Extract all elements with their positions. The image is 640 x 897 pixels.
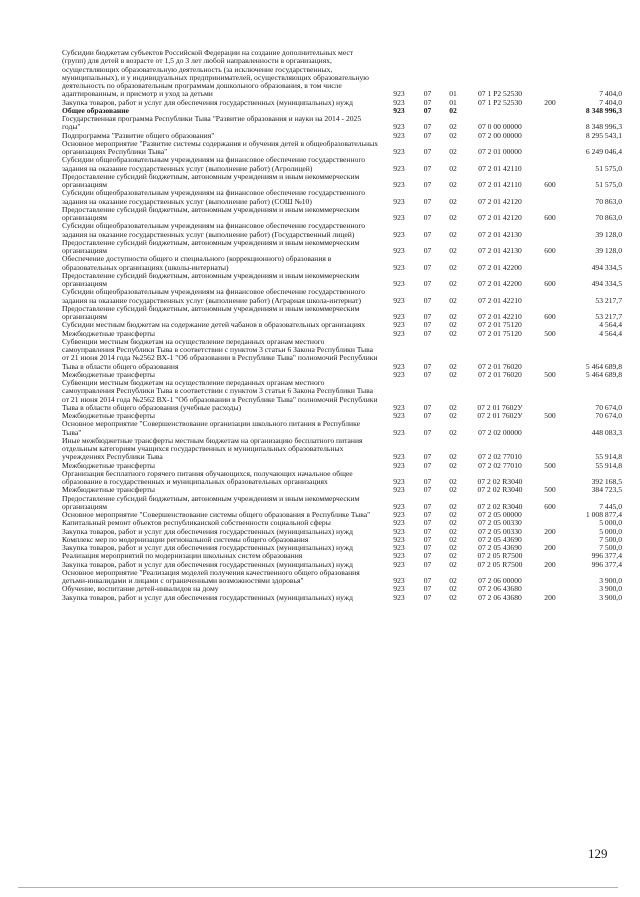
row-section-code: 07 (423, 163, 432, 173)
row-department-code: 923 (393, 312, 405, 321)
row-target-article: 07 2 05 00330 (478, 526, 522, 536)
row-target-article: 07 0 00 00000 (478, 122, 522, 132)
row-department-code: 923 (393, 510, 405, 519)
row-subsection-code: 02 (449, 551, 457, 561)
row-target-article: 07 2 01 42210 (478, 312, 522, 321)
row-name: Субсидии общеобразовательным учреждениям на финансовое обеспечение государственного задания на оказание государственных услуг (выполнение работ) (Государственный лицей) (62, 221, 366, 239)
row-amount: 51 575,0 (595, 163, 622, 173)
row-target-article: 07 2 01 75120 (478, 328, 522, 338)
row-section-code: 07 (423, 559, 432, 569)
row-amount: 39 128,0 (595, 229, 622, 239)
row-section-code: 07 (423, 592, 432, 602)
row-department-code: 923 (393, 320, 405, 330)
row-section-code: 07 (423, 543, 432, 552)
row-name: Общее образование (62, 105, 130, 115)
row-name: Комплекс мер по модернизации региональной системы общего образования (62, 534, 309, 544)
row-expense-type: 600 (544, 312, 556, 321)
row-department-code: 923 (393, 460, 405, 470)
row-department-code: 923 (393, 180, 405, 189)
row-name: Предоставление субсидий бюджетным, автономным учреждениям и иным некоммерческим организациям (62, 493, 360, 511)
row-target-article: 07 2 01 7602У (477, 411, 523, 420)
row-name: Межбюджетные трансферты (62, 460, 155, 470)
row-section-code: 07 (423, 89, 432, 99)
row-subsection-code: 02 (449, 534, 457, 544)
table-row (62, 470, 622, 487)
row-section-code: 07 (423, 320, 432, 330)
row-subsection-code: 02 (449, 295, 457, 305)
row-name: Основное мероприятие "Совершенствование организации школьного питания в Республике Тыва" (62, 419, 360, 437)
row-target-article: 07 2 02 R3040 (477, 501, 523, 511)
row-target-article: 07 2 02 R3040 (477, 477, 523, 486)
row-department-code: 923 (393, 518, 405, 528)
row-section-code: 07 (423, 180, 432, 189)
row-name: Субсидии местным бюджетам на содержание детей чабанов в образовательных организациях (62, 320, 366, 330)
row-department-code: 923 (393, 89, 405, 99)
row-department-code: 923 (393, 402, 405, 412)
row-name: Межбюджетные трансферты (62, 485, 155, 495)
row-section-code: 07 (423, 279, 432, 288)
row-amount: 53 217,7 (595, 295, 622, 305)
row-section-code: 07 (423, 262, 432, 272)
row-expense-type: 200 (544, 543, 556, 552)
row-subsection-code: 02 (449, 427, 457, 437)
row-department-code: 923 (393, 534, 405, 544)
row-target-article: 07 1 P2 52530 (477, 89, 523, 99)
row-department-code: 923 (393, 501, 405, 511)
row-subsection-code: 02 (449, 592, 457, 602)
row-subsection-code: 02 (449, 180, 457, 189)
table-row (62, 255, 622, 272)
row-subsection-code: 02 (449, 402, 457, 412)
row-subsection-code: 02 (449, 477, 457, 486)
row-amount: 70 863,0 (595, 213, 622, 222)
row-subsection-code: 02 (449, 369, 457, 379)
row-target-article: 07 2 05 43690 (478, 534, 522, 544)
table-row (62, 173, 622, 190)
table-row (62, 569, 622, 586)
row-department-code: 923 (393, 246, 405, 255)
row-subsection-code: 02 (449, 501, 457, 511)
row-department-code: 923 (393, 485, 405, 495)
row-target-article: 07 2 05 00330 (478, 518, 522, 528)
row-target-article: 07 2 01 7602У (477, 402, 523, 412)
row-department-code: 923 (393, 526, 405, 536)
row-department-code: 923 (393, 543, 405, 552)
row-section-code: 07 (423, 369, 432, 379)
row-name: Предоставление субсидий бюджетным, автономным учреждениям и иным некоммерческим организациям (62, 270, 360, 288)
row-amount: 7 404,0 (599, 89, 622, 99)
row-amount: 4 564,4 (599, 328, 622, 338)
row-target-article: 07 2 02 R3040 (477, 485, 523, 495)
row-expense-type: 200 (544, 592, 556, 602)
row-section-code: 07 (423, 576, 432, 585)
row-target-article: 07 2 01 42200 (478, 262, 522, 272)
table-row (62, 338, 622, 371)
row-section-code: 07 (423, 518, 432, 528)
row-subsection-code: 02 (449, 361, 457, 371)
row-section-code: 07 (423, 361, 432, 371)
row-section-code: 07 (423, 312, 432, 321)
row-amount: 53 217,7 (595, 312, 622, 321)
row-department-code: 923 (393, 97, 405, 107)
row-subsection-code: 01 (449, 89, 457, 99)
row-amount: 3 900,0 (599, 584, 622, 594)
row-department-code: 923 (393, 196, 405, 206)
row-name: Предоставление субсидий бюджетным, автономным учреждениям и иным некоммерческим организациям (62, 237, 360, 255)
row-target-article: 07 2 01 42110 (478, 163, 522, 173)
table-row (62, 437, 622, 462)
row-section-code: 07 (423, 452, 432, 462)
row-amount: 3 900,0 (599, 576, 622, 585)
row-amount: 494 334,5 (591, 262, 622, 272)
row-amount: 3 900,0 (599, 592, 622, 602)
row-department-code: 923 (393, 576, 405, 585)
row-subsection-code: 02 (449, 213, 457, 222)
row-department-code: 923 (393, 262, 405, 272)
row-department-code: 923 (393, 328, 405, 338)
row-target-article: 07 2 01 42120 (478, 196, 522, 206)
row-subsection-code: 02 (449, 510, 457, 519)
row-department-code: 923 (393, 229, 405, 239)
table-row (62, 420, 622, 437)
row-department-code: 923 (393, 361, 405, 371)
table-row (62, 222, 622, 239)
row-name: Межбюджетные трансферты (62, 328, 155, 338)
row-subsection-code: 02 (449, 163, 457, 173)
row-name: Субсидии общеобразовательным учреждениям на финансовое обеспечение государственного задания на оказание государственных услуг (выполнение работ) (Агролицей) (62, 155, 366, 173)
budget-table (62, 49, 622, 602)
row-subsection-code: 02 (449, 584, 457, 594)
row-target-article: 07 2 05 43690 (478, 543, 522, 552)
table-row (62, 495, 622, 512)
row-amount: 55 914,8 (595, 460, 622, 470)
row-amount: 5 464 689,8 (585, 361, 622, 371)
row-target-article: 07 2 01 42130 (478, 229, 522, 239)
table-row (62, 99, 622, 107)
row-target-article: 07 2 01 42210 (478, 295, 522, 305)
row-name: Организация бесплатного горячего питания обучающихся, получающих начальное общее образование в государственных и муниципальных образовательных организациях (62, 468, 353, 486)
row-expense-type: 600 (544, 180, 556, 189)
row-amount: 8 295 543,1 (585, 130, 622, 140)
row-subsection-code: 02 (449, 485, 457, 495)
row-section-code: 07 (423, 196, 432, 206)
row-amount: 8 348 996,3 (585, 122, 622, 132)
row-expense-type: 500 (544, 369, 556, 379)
row-subsection-code: 02 (449, 312, 457, 321)
row-section-code: 07 (423, 477, 432, 486)
row-section-code: 07 (423, 427, 432, 437)
row-expense-type: 500 (544, 328, 556, 338)
row-target-article: 07 2 01 76020 (478, 369, 522, 379)
row-department-code: 923 (393, 477, 405, 486)
table-row (62, 206, 622, 223)
row-section-code: 07 (423, 485, 432, 495)
row-subsection-code: 02 (449, 518, 457, 528)
row-amount: 6 249 046,4 (585, 147, 622, 156)
row-department-code: 923 (393, 279, 405, 288)
row-section-code: 07 (423, 97, 432, 107)
row-subsection-code: 02 (449, 559, 457, 569)
table-row (62, 140, 622, 157)
row-department-code: 923 (393, 147, 405, 156)
row-subsection-code: 02 (449, 411, 457, 420)
row-name: Основное мероприятие "Реализация моделей получения качественного общего образования детьми-инвалидами и лицами с ограниченными возможностями здоровья" (62, 567, 360, 585)
row-department-code: 923 (393, 213, 405, 222)
row-subsection-code: 02 (449, 328, 457, 338)
row-target-article: 07 2 01 42130 (478, 246, 522, 255)
row-name: Обеспечение доступности общего и специального (коррекционного) образования в образовательных организациях (школы-интернаты) (62, 254, 332, 272)
row-subsection-code: 02 (449, 147, 457, 156)
row-target-article: 07 2 01 00000 (478, 147, 522, 156)
row-name: Субвенции местным бюджетам на осуществление переданных органам местного самоуправления Республики Тыва в соответствии с пунктом 3 статьи 6 Закона Республики Тыва от 21 июня 2014 года №2562 ВХ-1 "Об образовании в Республике Тыва" полномочий Республики Тыва в области общего образования (учебные расходы) (62, 378, 378, 412)
bottom-divider (18, 887, 618, 888)
row-section-code: 07 (423, 411, 432, 420)
row-expense-type: 200 (544, 97, 556, 107)
row-amount: 996 377,4 (591, 559, 622, 569)
row-name: Предоставление субсидий бюджетным, автономным учреждениям и иным некоммерческим организациям (62, 303, 360, 321)
row-target-article: 07 2 00 00000 (478, 130, 522, 140)
row-amount: 1 008 877,4 (585, 510, 622, 519)
row-name: Субвенции местным бюджетам на осуществление переданных органам местного самоуправления Республики Тыва в соответствии с пунктом 3 статьи 6 Закона Республики Тыва от 21 июня 2014 года №2562 ВХ-1 "Об образовании в Республике Тыва" полномочий Республики Тыва в области общего образования (62, 336, 378, 371)
row-name: Закупка товаров, работ и услуг для обеспечения государственных (муниципальных) нужд (62, 526, 353, 536)
row-section-code: 07 (423, 328, 432, 338)
row-amount: 4 564,4 (599, 320, 622, 330)
row-name: Основное мероприятие "Развитие системы содержания и обучения детей в общеобразовательных организациях Республики Тыва" (62, 138, 379, 156)
row-amount: 494 334,5 (591, 279, 622, 288)
row-name: Субсидии общеобразовательным учреждениям на финансовое обеспечение государственного задания на оказание государственных услуг (выполнение работ) (Аграрная школа-интернат) (62, 287, 366, 305)
row-subsection-code: 02 (449, 262, 457, 272)
row-name: Предоставление субсидий бюджетным, автономным учреждениям и иным некоммерческим организациям (62, 204, 360, 222)
row-department-code: 923 (393, 411, 405, 420)
row-name: Государственная программа Республики Тыва "Развитие образования и науки на 2014 - 2025 годы" (62, 114, 362, 132)
page-number: 129 (588, 846, 608, 861)
row-target-article: 07 2 05 R7500 (477, 559, 523, 569)
row-amount: 70 674,0 (595, 402, 622, 412)
row-section-code: 07 (423, 213, 432, 222)
row-section-code: 07 (423, 122, 432, 132)
row-subsection-code: 02 (449, 105, 457, 115)
row-department-code: 923 (393, 122, 405, 132)
row-expense-type: 500 (544, 485, 556, 495)
row-subsection-code: 02 (449, 320, 457, 330)
row-amount: 7 500,0 (599, 534, 622, 544)
row-subsection-code: 02 (449, 543, 457, 552)
row-department-code: 923 (393, 427, 405, 437)
row-subsection-code: 02 (449, 279, 457, 288)
row-amount: 8 348 996,3 (585, 105, 622, 115)
row-target-article: 07 2 05 R7500 (477, 551, 523, 561)
row-department-code: 923 (393, 369, 405, 379)
row-name: Капитальный ремонт объектов республиканской собственности социальной сферы (62, 518, 331, 528)
table-row (62, 594, 622, 602)
row-name: Реализация мероприятий по модернизации школьных систем образования (62, 551, 303, 561)
row-department-code: 923 (393, 592, 405, 602)
row-subsection-code: 02 (449, 452, 457, 462)
row-name: Основное мероприятие "Совершенствование системы общего образования в Республике Тыва" (62, 510, 371, 519)
row-subsection-code: 02 (449, 122, 457, 132)
row-target-article: 07 2 06 00000 (478, 576, 522, 585)
row-section-code: 07 (423, 460, 432, 470)
row-expense-type: 600 (544, 246, 556, 255)
row-target-article: 07 2 01 76020 (478, 361, 522, 371)
row-section-code: 07 (423, 526, 432, 536)
table-row (62, 239, 622, 256)
row-department-code: 923 (393, 130, 405, 140)
row-department-code: 923 (393, 163, 405, 173)
row-name: Субсидии общеобразовательным учреждениям на финансовое обеспечение государственного задания на оказание государственных услуг (выполнение работ) (СОШ №10) (62, 188, 366, 206)
row-amount: 55 914,8 (595, 452, 622, 462)
row-subsection-code: 02 (449, 130, 457, 140)
row-department-code: 923 (393, 452, 405, 462)
table-row (62, 189, 622, 206)
row-department-code: 923 (393, 105, 405, 115)
row-name: Закупка товаров, работ и услуг для обеспечения государственных (муниципальных) нужд (62, 97, 353, 107)
row-section-code: 07 (423, 551, 432, 561)
row-name: Предоставление субсидий бюджетным, автономным учреждениям и иным некоммерческим организациям (62, 171, 360, 189)
row-target-article: 07 2 06 43680 (478, 592, 522, 602)
table-row (62, 305, 622, 322)
row-section-code: 07 (423, 295, 432, 305)
row-section-code: 07 (423, 402, 432, 412)
row-expense-type: 200 (544, 559, 556, 569)
row-section-code: 07 (423, 510, 432, 519)
row-amount: 70 674,0 (595, 411, 622, 420)
row-department-code: 923 (393, 295, 405, 305)
table-row (62, 115, 622, 132)
row-subsection-code: 02 (449, 196, 457, 206)
row-amount: 996 377,4 (591, 551, 622, 561)
row-subsection-code: 01 (449, 97, 457, 107)
row-section-code: 07 (423, 584, 432, 594)
table-row (62, 272, 622, 289)
row-amount: 39 128,0 (595, 246, 622, 255)
row-expense-type: 200 (544, 526, 556, 536)
row-target-article: 07 2 01 42200 (478, 279, 522, 288)
table-row (62, 379, 622, 412)
row-target-article: 07 2 06 43680 (478, 584, 522, 594)
row-expense-type: 500 (544, 411, 556, 420)
row-subsection-code: 02 (449, 526, 457, 536)
row-amount: 5 000,0 (599, 526, 622, 536)
row-section-code: 07 (423, 130, 432, 140)
row-amount: 392 168,5 (591, 477, 622, 486)
row-target-article: 07 2 02 77010 (478, 460, 522, 470)
row-section-code: 07 (423, 147, 432, 156)
row-amount: 5 464 689,8 (585, 369, 622, 379)
row-subsection-code: 02 (449, 460, 457, 470)
row-target-article: 07 2 05 00000 (478, 510, 522, 519)
row-section-code: 07 (423, 534, 432, 544)
table-row (62, 288, 622, 305)
row-name: Межбюджетные трансферты (62, 411, 155, 420)
row-name: Обучение, воспитание детей-инвалидов на дому (62, 584, 219, 594)
row-amount: 384 723,5 (591, 485, 622, 495)
row-section-code: 07 (423, 501, 432, 511)
row-name: Межбюджетные трансферты (62, 369, 155, 379)
row-department-code: 923 (393, 551, 405, 561)
row-expense-type: 600 (544, 279, 556, 288)
row-target-article: 07 2 01 42120 (478, 213, 522, 222)
row-department-code: 923 (393, 559, 405, 569)
table-row (62, 156, 622, 173)
row-name: Иные межбюджетные трансферты местным бюджетам на организацию бесплатного питания отдельным категориям учащихся государственных и муниципальных образовательных учреждениях Республики Тыва (62, 435, 363, 462)
row-subsection-code: 02 (449, 246, 457, 255)
row-amount: 7 500,0 (599, 543, 622, 552)
table-row (62, 49, 622, 99)
row-name: Подпрограмма "Развитие общего образования" (62, 130, 215, 140)
row-expense-type: 600 (544, 213, 556, 222)
row-amount: 7 404,0 (599, 97, 622, 107)
row-subsection-code: 02 (449, 229, 457, 239)
row-name: Закупка товаров, работ и услуг для обеспечения государственных (муниципальных) нужд (62, 592, 353, 602)
row-subsection-code: 02 (449, 576, 457, 585)
row-target-article: 07 2 02 00000 (478, 427, 522, 437)
row-name: Субсидии бюджетам субъектов Российской Федерации на создание дополнительных мест (групп) для детей в возрасте от 1,5 до 3 лет любой направленности в организациях, осуществляющих образовательную деятельность (за исключение государственных, муниципальных), и у индивидуальных предпринимателей, осуществляющих образовательную деятельность по образовательным программам дошкольного образования, в том числе адаптированным, и присмотр и уход за детьми (62, 48, 369, 99)
row-name: Закупка товаров, работ и услуг для обеспечения государственных (муниципальных) нужд (62, 559, 353, 569)
row-amount: 448 083,3 (591, 427, 622, 437)
row-expense-type: 500 (544, 460, 556, 470)
row-target-article: 07 2 01 42110 (478, 180, 522, 189)
row-section-code: 07 (423, 229, 432, 239)
row-amount: 51 575,0 (595, 180, 622, 189)
row-expense-type: 600 (544, 501, 556, 511)
row-section-code: 07 (423, 105, 432, 115)
row-amount: 5 000,0 (599, 518, 622, 528)
row-target-article: 07 2 01 75120 (478, 320, 522, 330)
row-section-code: 07 (423, 246, 432, 255)
row-department-code: 923 (393, 584, 405, 594)
row-name: Закупка товаров, работ и услуг для обеспечения государственных (муниципальных) нужд (62, 543, 353, 552)
row-target-article: 07 2 02 77010 (478, 452, 522, 462)
row-amount: 70 863,0 (595, 196, 622, 206)
row-target-article: 07 1 P2 52530 (477, 97, 523, 107)
row-amount: 7 445,0 (599, 501, 622, 511)
